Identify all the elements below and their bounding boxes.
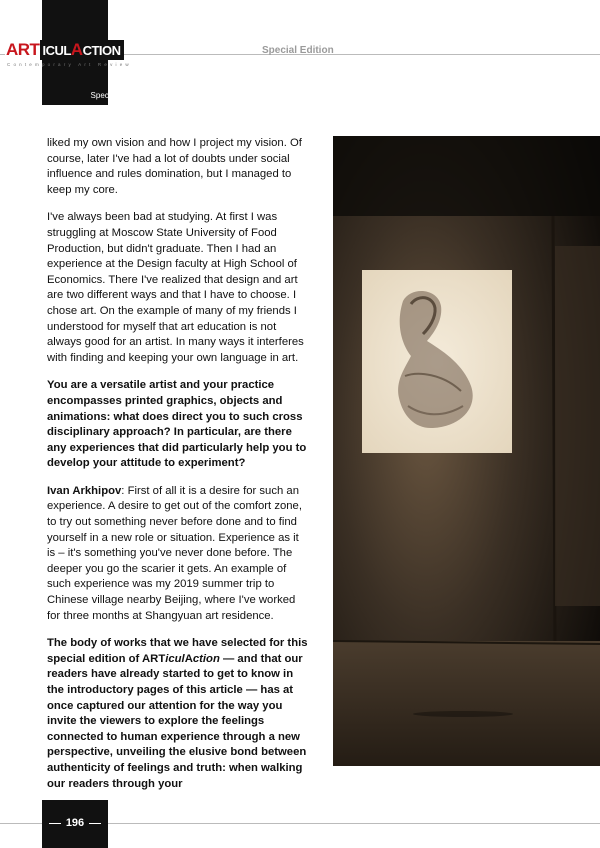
answer-text: : First of all it is a desire for such an experience. A desire to get out of the comfort zone, to try out something never before done and to find yourself in a new role or situation. Experience as it is – it's something you've never done before. The deeper you go the scarier it gets. An example of such experience was my 2019 summer trip to Chinese village nearby Beijing, where I've worked for three months at Shangyuan art residence. [47, 484, 302, 622]
magazine-name: ARTiculAction [142, 652, 220, 665]
page-number: 196 [42, 817, 108, 829]
logo-tagline: Contemporary Art Review [7, 62, 132, 67]
logo-art: ART [6, 40, 40, 59]
paragraph: I've always been bad at studying. At first I was struggling at Moscow State University of Food Production, but didn't graduate. Then I had an experience at the Design faculty at High School of Economics. There I've realized that design and art are two different ways and that I have to choose. I chose art. On the example of many of my friends I understood for myself that art education is not always good for an artist. In many ways it interferes with finding and keeping your own language in art. [47, 211, 304, 364]
answer [47, 484, 310, 624]
speaker-name: Ivan Arkhipov [47, 484, 122, 497]
question: The body of works that we have selected for this special edition of ARTiculAction — and that our readers have already started to get to know in the introductory pages of this article — has at once captured our attention for the way you invite the viewers to explore the feelings connected to human experience through a new perspective, unveiling the elusive bond between authenticity of feelings and truth: when walking our readers through your [47, 637, 308, 790]
paragraph: liked my own vision and how I project my vision. Of course, later I've had a lot of doubts under social influence and rules domination, but I managed to keep my core. [47, 137, 302, 196]
logo-rest: ICULACTION [40, 40, 123, 60]
question: You are a versatile artist and your practice encompasses printed graphics, objects and animations: what does direct you to such cross disciplinary approach? In particular, are there any experiences that did particularly help you to develop your attitude to experiment? [47, 379, 307, 470]
article-column [47, 136, 310, 804]
edition-badge: Special Edition [90, 91, 144, 100]
artwork-photo [333, 136, 600, 766]
magazine-logo [5, 40, 124, 60]
gallery-photo-graphic [333, 136, 600, 766]
section-title: Special Edition [262, 45, 334, 56]
footer-page-box [42, 800, 108, 848]
